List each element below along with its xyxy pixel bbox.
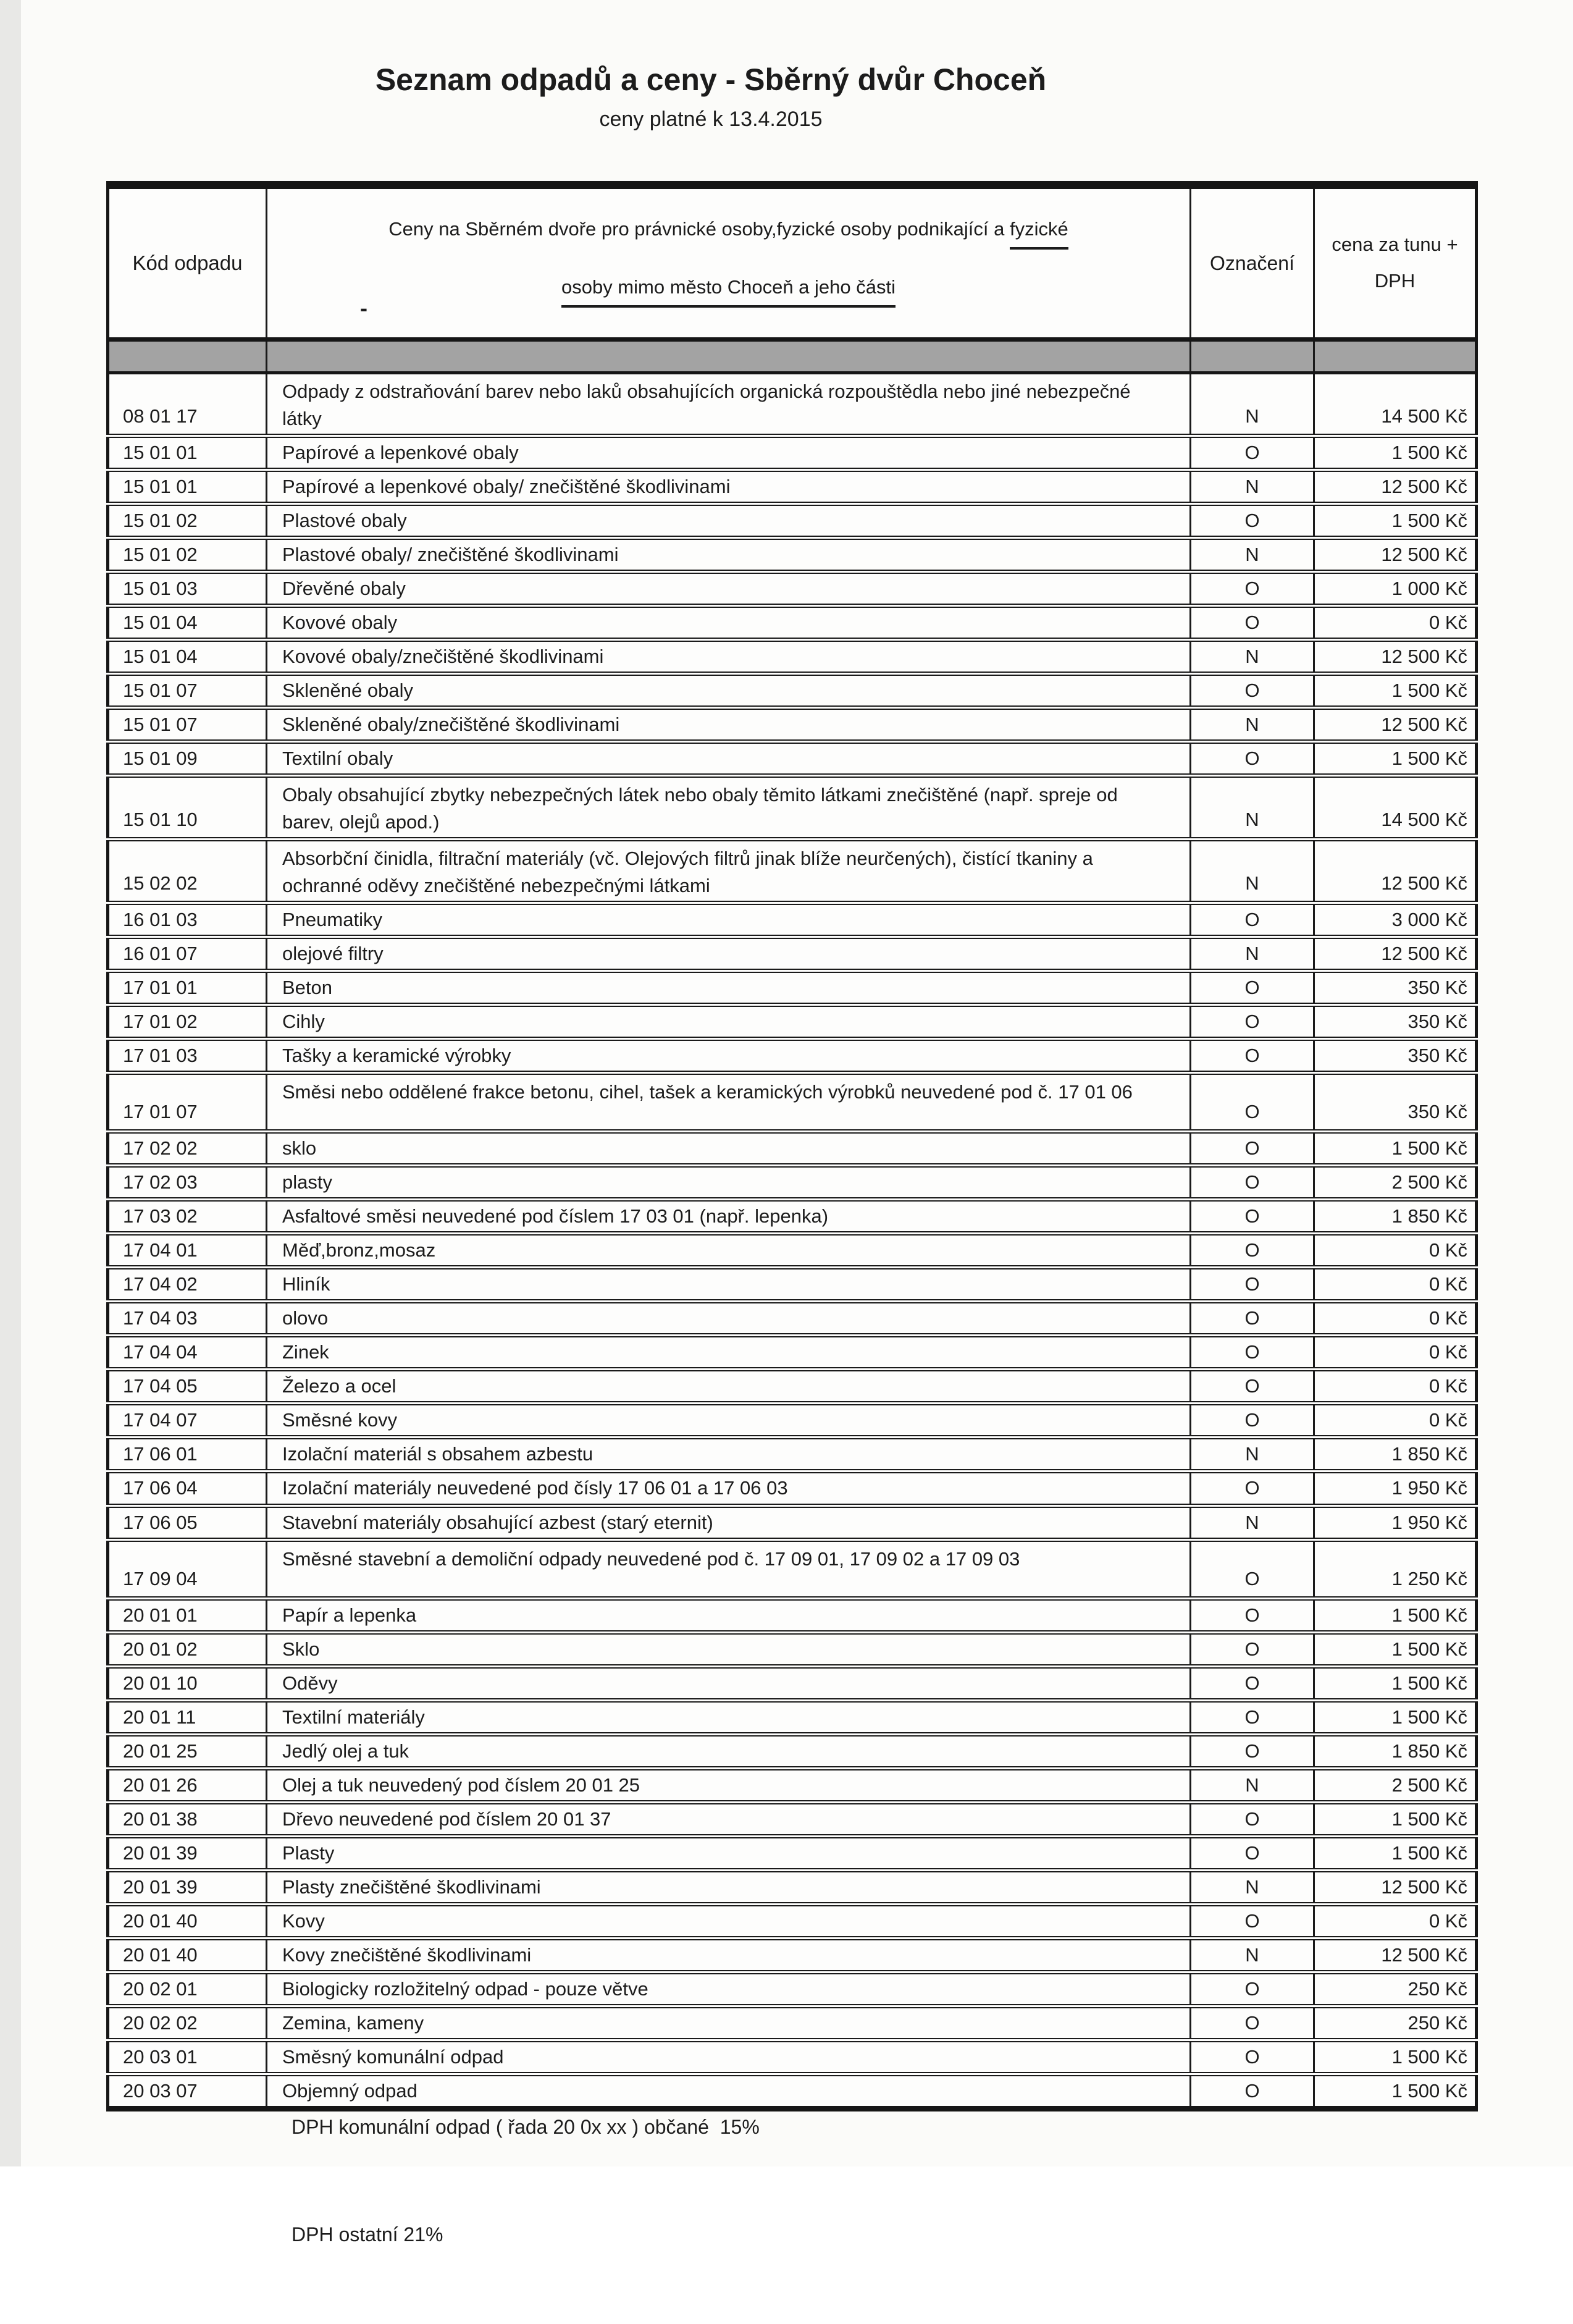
cell-waste-code: 17 03 02 [108, 1200, 267, 1234]
cell-mark: O [1191, 1302, 1314, 1336]
table-row [108, 1005, 1477, 1039]
cell-price: 2 500 Kč [1314, 1768, 1477, 1802]
footer-notes [292, 2037, 760, 2324]
table-row [108, 1370, 1477, 1404]
cell-price: 0 Kč [1314, 1302, 1477, 1336]
cell-mark: O [1191, 1132, 1314, 1166]
cell-price: 1 500 Kč [1314, 742, 1477, 776]
cell-description: Směsné stavební a demoliční odpady neuvedené pod č. 17 09 01, 17 09 02 a 17 09 03 [267, 1539, 1191, 1598]
cell-price: 1 500 Kč [1314, 1598, 1477, 1632]
page-title: Seznam odpadů a ceny - Sběrný dvůr Choceň [375, 62, 1047, 97]
cell-description: Textilní materiály [267, 1700, 1191, 1734]
cell-price: 1 850 Kč [1314, 1438, 1477, 1471]
cell-price: 1 500 Kč [1314, 504, 1477, 538]
cell-description: Hliník [267, 1268, 1191, 1302]
cell-price: 1 950 Kč [1314, 1505, 1477, 1539]
cell-mark: O [1191, 1734, 1314, 1768]
cell-description: Absorbční činidla, filtrační materiály (vč. Olejových filtrů jinak blíže neurčených), čistící tkaniny a ochranné oděvy znečištěné nebezpečnými látkami [267, 840, 1191, 903]
cell-price: 12 500 Kč [1314, 1938, 1477, 1972]
cell-waste-code: 20 01 39 [108, 1836, 267, 1870]
cell-description: Jedlý olej a tuk [267, 1734, 1191, 1768]
col-header-description [267, 185, 1191, 340]
cell-waste-code: 16 01 07 [108, 937, 267, 971]
table-row [108, 1268, 1477, 1302]
cell-price: 0 Kč [1314, 1370, 1477, 1404]
cell-waste-code: 20 03 07 [108, 2074, 267, 2108]
table-row [108, 1234, 1477, 1268]
cell-price: 0 Kč [1314, 1904, 1477, 1938]
table-row [108, 1438, 1477, 1471]
table-row [108, 2006, 1477, 2040]
cell-price: 250 Kč [1314, 2006, 1477, 2040]
cell-price: 1 500 Kč [1314, 436, 1477, 470]
cell-description: Obaly obsahující zbytky nebezpečných látek nebo obaly těmito látkami znečištěné (např. spreje od barev, olejů apod.) [267, 776, 1191, 840]
col-header-waste-code: Kód odpadu [108, 185, 267, 340]
table-row [108, 606, 1477, 640]
cell-mark: N [1191, 538, 1314, 572]
vat-note-municipal: DPH komunální odpad ( řada 20 0x xx ) občané 15% [292, 2116, 760, 2138]
cell-description: Měď,bronz,mosaz [267, 1234, 1191, 1268]
cell-mark: O [1191, 504, 1314, 538]
table-row [108, 1802, 1477, 1836]
vat-note-other: DPH ostatní 21% [292, 2223, 443, 2246]
table-row [108, 742, 1477, 776]
cell-waste-code: 17 04 07 [108, 1404, 267, 1438]
cell-description: Kovy znečištěné škodlivinami [267, 1938, 1191, 1972]
cell-mark: N [1191, 1938, 1314, 1972]
cell-waste-code: 20 01 40 [108, 1938, 267, 1972]
cell-description: Olej a tuk neuvedený pod číslem 20 01 25 [267, 1768, 1191, 1802]
table-row [108, 1870, 1477, 1904]
cell-waste-code: 17 04 01 [108, 1234, 267, 1268]
table-row [108, 937, 1477, 971]
cell-mark: O [1191, 436, 1314, 470]
cell-price: 0 Kč [1314, 606, 1477, 640]
cell-description: Asfaltové směsi neuvedené pod číslem 17 03 01 (např. lepenka) [267, 1200, 1191, 1234]
cell-description: Sklo [267, 1632, 1191, 1666]
cell-waste-code: 20 01 40 [108, 1904, 267, 1938]
cell-price: 0 Kč [1314, 1234, 1477, 1268]
col-header-price: cena za tunu + DPH [1314, 185, 1477, 340]
cell-mark: O [1191, 1539, 1314, 1598]
cell-description: Tašky a keramické výrobky [267, 1039, 1191, 1073]
cell-price: 0 Kč [1314, 1404, 1477, 1438]
cell-waste-code: 20 03 01 [108, 2040, 267, 2074]
cell-mark: O [1191, 2040, 1314, 2074]
table-row [108, 1632, 1477, 1666]
cell-price: 350 Kč [1314, 1073, 1477, 1132]
cell-mark: O [1191, 1666, 1314, 1700]
cell-description: Papír a lepenka [267, 1598, 1191, 1632]
table-body [108, 373, 1477, 2109]
table-row [108, 1132, 1477, 1166]
cell-waste-code: 15 01 04 [108, 640, 267, 674]
cell-description: Papírové a lepenkové obaly [267, 436, 1191, 470]
table-row [108, 840, 1477, 903]
cell-description: Kovové obaly [267, 606, 1191, 640]
cell-description: olejové filtry [267, 937, 1191, 971]
cell-mark: O [1191, 1802, 1314, 1836]
cell-description: Beton [267, 971, 1191, 1005]
header-row [108, 185, 1477, 340]
cell-waste-code: 17 04 04 [108, 1336, 267, 1370]
cell-price: 1 500 Kč [1314, 1632, 1477, 1666]
cell-waste-code: 20 01 01 [108, 1598, 267, 1632]
cell-mark: O [1191, 1632, 1314, 1666]
cell-description: Směsný komunální odpad [267, 2040, 1191, 2074]
cell-description: Pneumatiky [267, 903, 1191, 937]
cell-waste-code: 17 04 03 [108, 1302, 267, 1336]
cell-description: Stavební materiály obsahující azbest (starý eternit) [267, 1505, 1191, 1539]
cell-waste-code: 15 01 02 [108, 538, 267, 572]
cell-waste-code: 20 01 25 [108, 1734, 267, 1768]
cell-mark: N [1191, 840, 1314, 903]
table-row [108, 1166, 1477, 1200]
table-row [108, 1039, 1477, 1073]
cell-waste-code: 15 01 03 [108, 572, 267, 606]
cell-waste-code: 15 01 07 [108, 674, 267, 708]
cell-waste-code: 20 01 11 [108, 1700, 267, 1734]
cell-waste-code: 16 01 03 [108, 903, 267, 937]
cell-price: 350 Kč [1314, 971, 1477, 1005]
cell-price: 12 500 Kč [1314, 640, 1477, 674]
cell-price: 1 500 Kč [1314, 2040, 1477, 2074]
cell-description: Objemný odpad [267, 2074, 1191, 2108]
cell-waste-code: 15 01 02 [108, 504, 267, 538]
cell-description: Skleněné obaly/znečištěné škodlivinami [267, 708, 1191, 742]
table-row [108, 470, 1477, 504]
cell-mark: O [1191, 674, 1314, 708]
table-row [108, 1200, 1477, 1234]
cell-waste-code: 17 04 02 [108, 1268, 267, 1302]
underlined-header-text: osoby mimo město Choceň a jeho části [561, 277, 896, 308]
table-row [108, 1700, 1477, 1734]
cell-price: 0 Kč [1314, 1336, 1477, 1370]
cell-waste-code: 17 04 05 [108, 1370, 267, 1404]
cell-description: Skleněné obaly [267, 674, 1191, 708]
table-row [108, 1336, 1477, 1370]
cell-mark: N [1191, 937, 1314, 971]
table-row [108, 971, 1477, 1005]
table-header [108, 185, 1477, 373]
cell-price: 1 250 Kč [1314, 1539, 1477, 1598]
cell-mark: N [1191, 1438, 1314, 1471]
cell-mark: O [1191, 1370, 1314, 1404]
table-row [108, 1768, 1477, 1802]
cell-waste-code: 17 09 04 [108, 1539, 267, 1598]
cell-price: 1 000 Kč [1314, 572, 1477, 606]
cell-waste-code: 20 02 01 [108, 1972, 267, 2006]
cell-price: 1 500 Kč [1314, 1802, 1477, 1836]
cell-waste-code: 15 01 09 [108, 742, 267, 776]
cell-description: Zemina, kameny [267, 2006, 1191, 2040]
cell-description: sklo [267, 1132, 1191, 1166]
table-row [108, 373, 1477, 436]
cell-price: 1 500 Kč [1314, 674, 1477, 708]
cell-description: Kovové obaly/znečištěné škodlivinami [267, 640, 1191, 674]
cell-price: 1 850 Kč [1314, 1200, 1477, 1234]
table-row [108, 1904, 1477, 1938]
table-row [108, 1836, 1477, 1870]
table-row [108, 538, 1477, 572]
cell-waste-code: 17 01 07 [108, 1073, 267, 1132]
cell-mark: N [1191, 470, 1314, 504]
cell-price: 14 500 Kč [1314, 776, 1477, 840]
cell-waste-code: 17 02 02 [108, 1132, 267, 1166]
table-row [108, 1505, 1477, 1539]
table-row [108, 640, 1477, 674]
cell-waste-code: 08 01 17 [108, 373, 267, 436]
table-row [108, 1938, 1477, 1972]
cell-description: Textilní obaly [267, 742, 1191, 776]
cell-mark: O [1191, 1073, 1314, 1132]
table-row [108, 903, 1477, 937]
cell-description: Izolační materiály neuvedené pod čísly 17 06 01 a 17 06 03 [267, 1471, 1191, 1505]
cell-waste-code: 15 01 01 [108, 470, 267, 504]
table-row [108, 1539, 1477, 1598]
cell-mark: O [1191, 1268, 1314, 1302]
header-description-line1: Ceny na Sběrném dvoře pro právnické osoby,fyzické osoby podnikající a fyzické [280, 219, 1177, 250]
cell-description: plasty [267, 1166, 1191, 1200]
cell-waste-code: 15 01 10 [108, 776, 267, 840]
cell-mark: O [1191, 572, 1314, 606]
cell-waste-code: 20 01 39 [108, 1870, 267, 1904]
cell-mark: O [1191, 971, 1314, 1005]
cell-mark: O [1191, 1005, 1314, 1039]
cell-waste-code: 17 06 01 [108, 1438, 267, 1471]
cell-price: 1 500 Kč [1314, 1132, 1477, 1166]
gray-separator-cell [108, 340, 267, 373]
cell-mark: O [1191, 1904, 1314, 1938]
cell-waste-code: 20 02 02 [108, 2006, 267, 2040]
gray-separator-cell [267, 340, 1191, 373]
cell-mark: O [1191, 903, 1314, 937]
cell-price: 1 850 Kč [1314, 1734, 1477, 1768]
cell-price: 350 Kč [1314, 1005, 1477, 1039]
cell-waste-code: 17 01 02 [108, 1005, 267, 1039]
cell-price: 1 500 Kč [1314, 1666, 1477, 1700]
table-row [108, 504, 1477, 538]
cell-mark: O [1191, 2074, 1314, 2108]
cell-waste-code: 15 02 02 [108, 840, 267, 903]
cell-description: Plasty znečištěné škodlivinami [267, 1870, 1191, 1904]
stray-pen-mark: - [360, 295, 367, 321]
cell-description: Dřevěné obaly [267, 572, 1191, 606]
cell-mark: N [1191, 1870, 1314, 1904]
cell-waste-code: 17 02 03 [108, 1166, 267, 1200]
cell-waste-code: 20 01 10 [108, 1666, 267, 1700]
cell-mark: O [1191, 742, 1314, 776]
cell-mark: O [1191, 1234, 1314, 1268]
cell-description: Plastové obaly/ znečištěné škodlivinami [267, 538, 1191, 572]
cell-description: Směsi nebo oddělené frakce betonu, cihel, tašek a keramických výrobků neuvedené pod č. 17 01 06 [267, 1073, 1191, 1132]
cell-price: 12 500 Kč [1314, 840, 1477, 903]
cell-price: 14 500 Kč [1314, 373, 1477, 436]
table-row [108, 1666, 1477, 1700]
cell-waste-code: 15 01 04 [108, 606, 267, 640]
cell-mark: O [1191, 1039, 1314, 1073]
cell-price: 350 Kč [1314, 1039, 1477, 1073]
cell-mark: N [1191, 640, 1314, 674]
cell-description: Železo a ocel [267, 1370, 1191, 1404]
table-row [108, 1598, 1477, 1632]
cell-mark: N [1191, 1505, 1314, 1539]
cell-price: 12 500 Kč [1314, 538, 1477, 572]
gray-separator-row [108, 340, 1477, 373]
cell-waste-code: 17 06 05 [108, 1505, 267, 1539]
cell-description: Izolační materiál s obsahem azbestu [267, 1438, 1191, 1471]
cell-waste-code: 20 01 38 [108, 1802, 267, 1836]
cell-mark: O [1191, 1336, 1314, 1370]
cell-mark: O [1191, 1166, 1314, 1200]
cell-mark: O [1191, 1700, 1314, 1734]
cell-waste-code: 20 01 26 [108, 1768, 267, 1802]
cell-price: 2 500 Kč [1314, 1166, 1477, 1200]
header-description-line2 [280, 277, 1177, 308]
cell-description: Zinek [267, 1336, 1191, 1370]
cell-price: 12 500 Kč [1314, 470, 1477, 504]
underlined-header-text: fyzické [1010, 219, 1068, 250]
table-row [108, 708, 1477, 742]
cell-price: 12 500 Kč [1314, 708, 1477, 742]
cell-price: 1 500 Kč [1314, 1836, 1477, 1870]
cell-mark: O [1191, 1404, 1314, 1438]
table-row [108, 1404, 1477, 1438]
cell-mark: O [1191, 1598, 1314, 1632]
cell-waste-code: 17 01 01 [108, 971, 267, 1005]
table-row [108, 1073, 1477, 1132]
cell-price: 1 500 Kč [1314, 1700, 1477, 1734]
table-row [108, 1972, 1477, 2006]
cell-mark: N [1191, 776, 1314, 840]
cell-price: 3 000 Kč [1314, 903, 1477, 937]
cell-price: 250 Kč [1314, 1972, 1477, 2006]
cell-price: 12 500 Kč [1314, 937, 1477, 971]
col-header-mark: Označení [1191, 185, 1314, 340]
waste-price-table [106, 181, 1478, 2111]
cell-price: 1 950 Kč [1314, 1471, 1477, 1505]
cell-waste-code: 20 01 02 [108, 1632, 267, 1666]
cell-price: 1 500 Kč [1314, 2074, 1477, 2108]
cell-description: Oděvy [267, 1666, 1191, 1700]
cell-mark: O [1191, 1200, 1314, 1234]
cell-waste-code: 15 01 01 [108, 436, 267, 470]
cell-description: Plastové obaly [267, 504, 1191, 538]
table-row [108, 436, 1477, 470]
table-row [108, 674, 1477, 708]
gray-separator-cell [1191, 340, 1314, 373]
cell-waste-code: 17 06 04 [108, 1471, 267, 1505]
table-row [108, 776, 1477, 840]
cell-mark: N [1191, 373, 1314, 436]
cell-description: Cihly [267, 1005, 1191, 1039]
page-subtitle: ceny platné k 13.4.2015 [599, 107, 823, 131]
table-row [108, 1471, 1477, 1505]
cell-mark: N [1191, 708, 1314, 742]
scan-edge-shadow [0, 0, 21, 2166]
cell-description: Směsné kovy [267, 1404, 1191, 1438]
table-row [108, 572, 1477, 606]
gray-separator-cell [1314, 340, 1477, 373]
cell-mark: O [1191, 2006, 1314, 2040]
cell-description: Plasty [267, 1836, 1191, 1870]
cell-price: 12 500 Kč [1314, 1870, 1477, 1904]
cell-waste-code: 17 01 03 [108, 1039, 267, 1073]
cell-price: 0 Kč [1314, 1268, 1477, 1302]
table-row [108, 1734, 1477, 1768]
cell-description: Dřevo neuvedené pod číslem 20 01 37 [267, 1802, 1191, 1836]
document-heading [0, 62, 1422, 132]
cell-description: olovo [267, 1302, 1191, 1336]
cell-waste-code: 15 01 07 [108, 708, 267, 742]
cell-mark: O [1191, 1836, 1314, 1870]
table-row [108, 1302, 1477, 1336]
cell-mark: O [1191, 1972, 1314, 2006]
cell-description: Odpady z odstraňování barev nebo laků obsahujících organická rozpouštědla nebo jiné nebezpečné látky [267, 373, 1191, 436]
cell-description: Kovy [267, 1904, 1191, 1938]
cell-description: Biologicky rozložitelný odpad - pouze větve [267, 1972, 1191, 2006]
cell-mark: O [1191, 1471, 1314, 1505]
cell-mark: O [1191, 606, 1314, 640]
cell-mark: N [1191, 1768, 1314, 1802]
cell-description: Papírové a lepenkové obaly/ znečištěné škodlivinami [267, 470, 1191, 504]
